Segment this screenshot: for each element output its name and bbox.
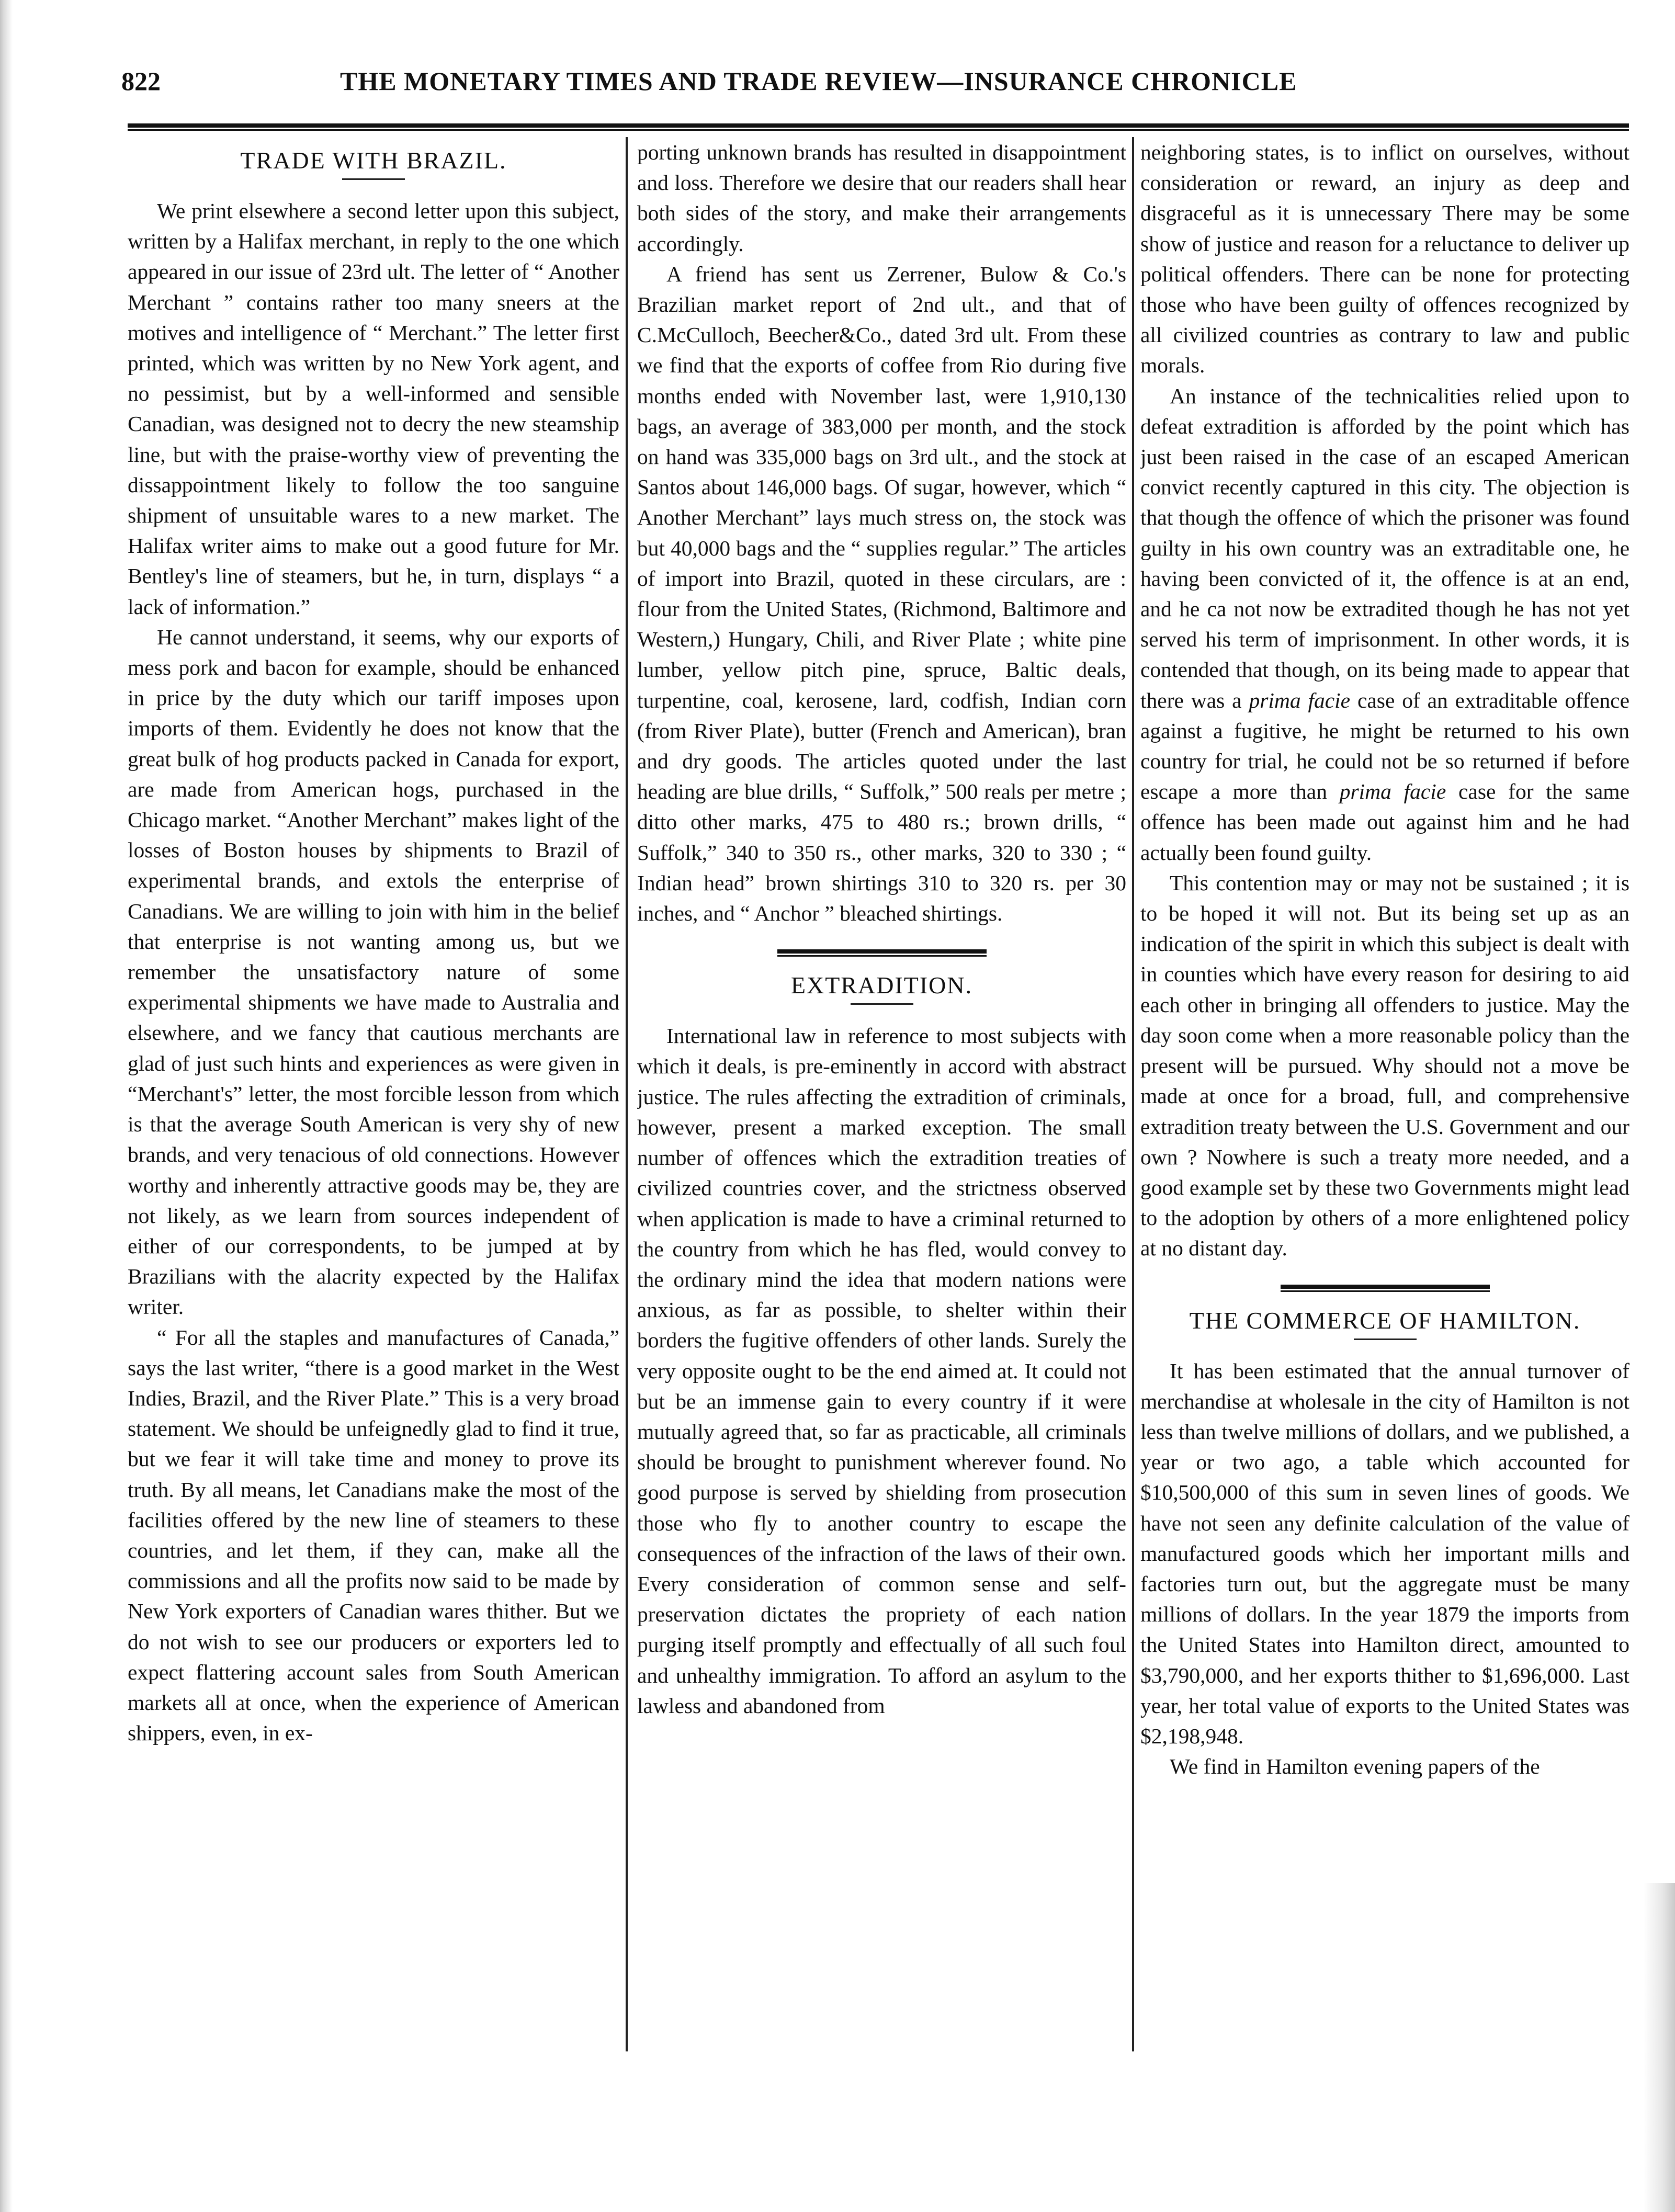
paragraph: We find in Hamilton evening papers of the [1170,1754,1540,1779]
text-run: case for the same offence has been made out against him and he had actually been found guilty. [1140,779,1629,865]
paragraph: It has been estimated that the annual turnover of merchandise at wholesale in the city of Hamilton is not less than twelve millions of dollars, and we published, a year or two ago, a table which accounted for $10,500,000 of this sum in seven lines of goods. We have not seen any definite calculation of the value of manufactured goods which her important mills and factories turn out, but the aggregate must be many millions of dollars. In the year 1879 the imports from the United States into Hamilton direct, amounted to $3,790,000, and her exports thither to $1,696,000. Last year, her total value of exports to the United States was $2,198,948. [1140,1358,1629,1748]
section-rule [1281,1285,1490,1292]
scan-edge-left [0,0,13,2212]
paragraph-continued: neighboring states, is to inflict on ourselves, without consideration or reward, an injury as deep and disgraceful as it is unnecessary There may be some show of justice and reason for a reluctance to deliver up political offenders. There can be none for protecting those who have been guilty of offences recognized by all civilized countries as contrary to law and public morals. [1140,140,1629,378]
paragraph: This contention may or may not be sustained ; it is to be hoped it will not. But its being set up as an indication of the spirit in which this subject is dealt with in counties which have every reason for desiring to aid each other in bringing all offenders to justice. May the day soon come when a more reasonable policy than the present will be pursued. Why should not a move be made at once for a broad, full, and comprehensive extradition treaty between the U.S. Government and our own ? Nowhere is such a treaty more needed, and a good example set by these two Governments might lead to the adoption by others of a more enlightened policy at no distant day. [1140,870,1629,1261]
column-rule [626,137,628,2051]
italic-term: prima facie [1339,779,1446,804]
heading-rule [342,178,405,180]
column-3 [1140,137,1629,2051]
running-head: THE MONETARY TIMES AND TRADE REVIEW—INSURANCE CHRONICLE [340,66,1297,96]
text-run: case of an extraditable offence against a fugitive, he might be returned to his own country for trial, he could not be so returned if before escape a more than [1140,688,1629,804]
paragraph: He cannot understand, it seems, why our exports of mess pork and bacon for example, should be enhanced in price by the duty which our tariff imposes upon imports of them. Evidently he does not know that the great bulk of hog products packed in Canada for export, are made from American hogs, purchased in the Chicago market. “Another Merchant” makes light of the losses of Boston houses by shipments to Brazil of experimental brands, and extols the enterprise of Canadians. We are willing to join with him in the belief that enterprise is not wanting among us, but we remember the unsatisfactory nature of some experimental shipments we have made to Australia and elsewhere, and we fancy that cautious merchants are glad of just such hints and experiences as were given in “Merchant's” letter, the most forcible lesson from which is that the average South American is very shy of new brands, and very tenacious of old connections. However worthy and inherently attractive goods may be, they are not likely, as we learn from sources independent of either of our correspondents, to be jumped at by Brazilians with the alacrity expected by the Halifax writer. [128,625,619,1319]
paragraph: A friend has sent us Zerrener, Bulow & Co.'s Brazilian market report of 2nd ult., and that of C.McCulloch, Beecher&Co., dated 3rd ult. From these we find that the exports of coffee from Rio during five months ended with November last, were 1,910,130 bags, an average of 383,000 per month, and the stock on hand was 335,000 bags on 3rd ult., and the stock at Santos about 146,000 bags. Of sugar, however, which “ Another Merchant” lays much stress on, the stock was but 40,000 bags and the “ supplies regular.” The articles of import into Brazil, quoted in these circulars, are : flour from the United States, (Richmond, Baltimore and Western,) Hungary, Chili, and River Plate ; white pine lumber, yellow pitch pine, spruce, Baltic deals, turpentine, coal, kerosene, lard, codfish, Indian corn (from River Plate), butter (French and American), bran and dry goods. The articles quoted under the last heading are blue drills, “ Suffolk,” 500 reals per metre ; ditto other marks, 475 to 480 rs.; brown drills, “ Suffolk,” 340 to 350 rs., other marks, 320 to 330 ; “ Indian head” brown shirtings 310 to 320 rs. per 30 inches, and “ Anchor ” bleached shirtings. [637,262,1126,926]
article-heading-extradition: EXTRADITION. [790,972,973,999]
italic-term: prima facie [1249,688,1351,712]
heading-rule [851,1003,913,1005]
paragraph: International law in reference to most subjects with which it deals, is pre-eminently in accord with abstract justice. The rules affecting the extradition of criminals, however, present a marked exception. The small number of offences which the extradition treaties of civilized countries cover, and the strictness observed when application is made to have a criminal returned to the country from which he has fled, would convey to the ordinary mind the idea that modern nations were anxious, as far as possible, to shelter within their borders the fugitive offenders of other lands. Surely the very opposite ought to be the end aimed at. It could not but be an immense gain to every country if it were mutually agreed that, so far as practicable, all criminals should be brought to punishment wherever found. No good purpose is served by shielding from prosecution those who fly to another country to escape the consequences of the infraction of the laws of their own. Every consideration of common sense and self-preservation dictates the propriety of each nation purging itself promptly and effectually of all such foul and unhealthy immigration. To afford an asylum to the lawless and abandoned from [637,1024,1126,1718]
column-1 [128,137,619,2051]
page-number: 822 [121,66,161,96]
paragraph-continued: porting unknown brands has resulted in disappointment and loss. Therefore we desire that our readers shall hear both sides of the story, and make their arrangements accordingly. [637,140,1126,256]
header-rule [128,123,1629,131]
scan-edge-right [1644,1883,1675,2212]
paragraph [1140,381,1629,868]
heading-rule [1354,1338,1417,1340]
paragraph: “ For all the staples and manufactures of Canada,” says the last writer, “there is a good market in the West Indies, Brazil, and the River Plate.” This is a very broad statement. We should be unfeignedly glad to find it true, but we fear it will take time and money to prove its truth. By all means, let Canadians make the most of the facilities offered by the new line of steamers to these countries, and let them, if they can, make all the commissions and all the profits now said to be made by New York exporters of Canadian wares thither. But we do not wish to see our producers or exporters led to expect flattering account sales from South American markets all at once, when the experience of American shippers, even, in ex- [128,1325,619,1745]
article-heading-trade-with-brazil: TRADE WITH BRAZIL. [240,147,507,174]
column-2 [637,137,1126,2051]
section-rule [777,949,987,957]
paragraph: We print elsewhere a second letter upon this subject, written by a Halifax merchant, in reply to the one which appeared in our issue of 23rd ult. The letter of “ Another Merchant ” contains rather too many sneers at the motives and intelligence of “ Merchant.” The letter first printed, which was written by no New York agent, and no pessimist, but by a well-informed and sensible Canadian, was designed not to decry the new steamship line, but with the praise-worthy view of preventing the dissappointment likely to follow the too sanguine shipment of unsuitable wares to a new market. The Halifax writer aims to make out a good future for Mr. Bentley's line of steamers, but he, in turn, displays “ a lack of information.” [128,199,619,619]
column-rule [1132,137,1134,2051]
text-run: An instance of the technicalities relied upon to defeat extradition is afforded by the point which has just been raised in the case of an escaped American convict recently captured in this city. The objection is that though the offence of which the prisoner was found guilty in his own country was an extraditable one, he having been convicted of it, the offence is at an end, and he ca not now be extradited though he has not yet served his term of imprisonment. In other words, it is contended that though, on its being made to appear that there was a [1140,383,1629,712]
article-heading-commerce-of-hamilton: THE COMMERCE OF HAMILTON. [1189,1307,1581,1334]
